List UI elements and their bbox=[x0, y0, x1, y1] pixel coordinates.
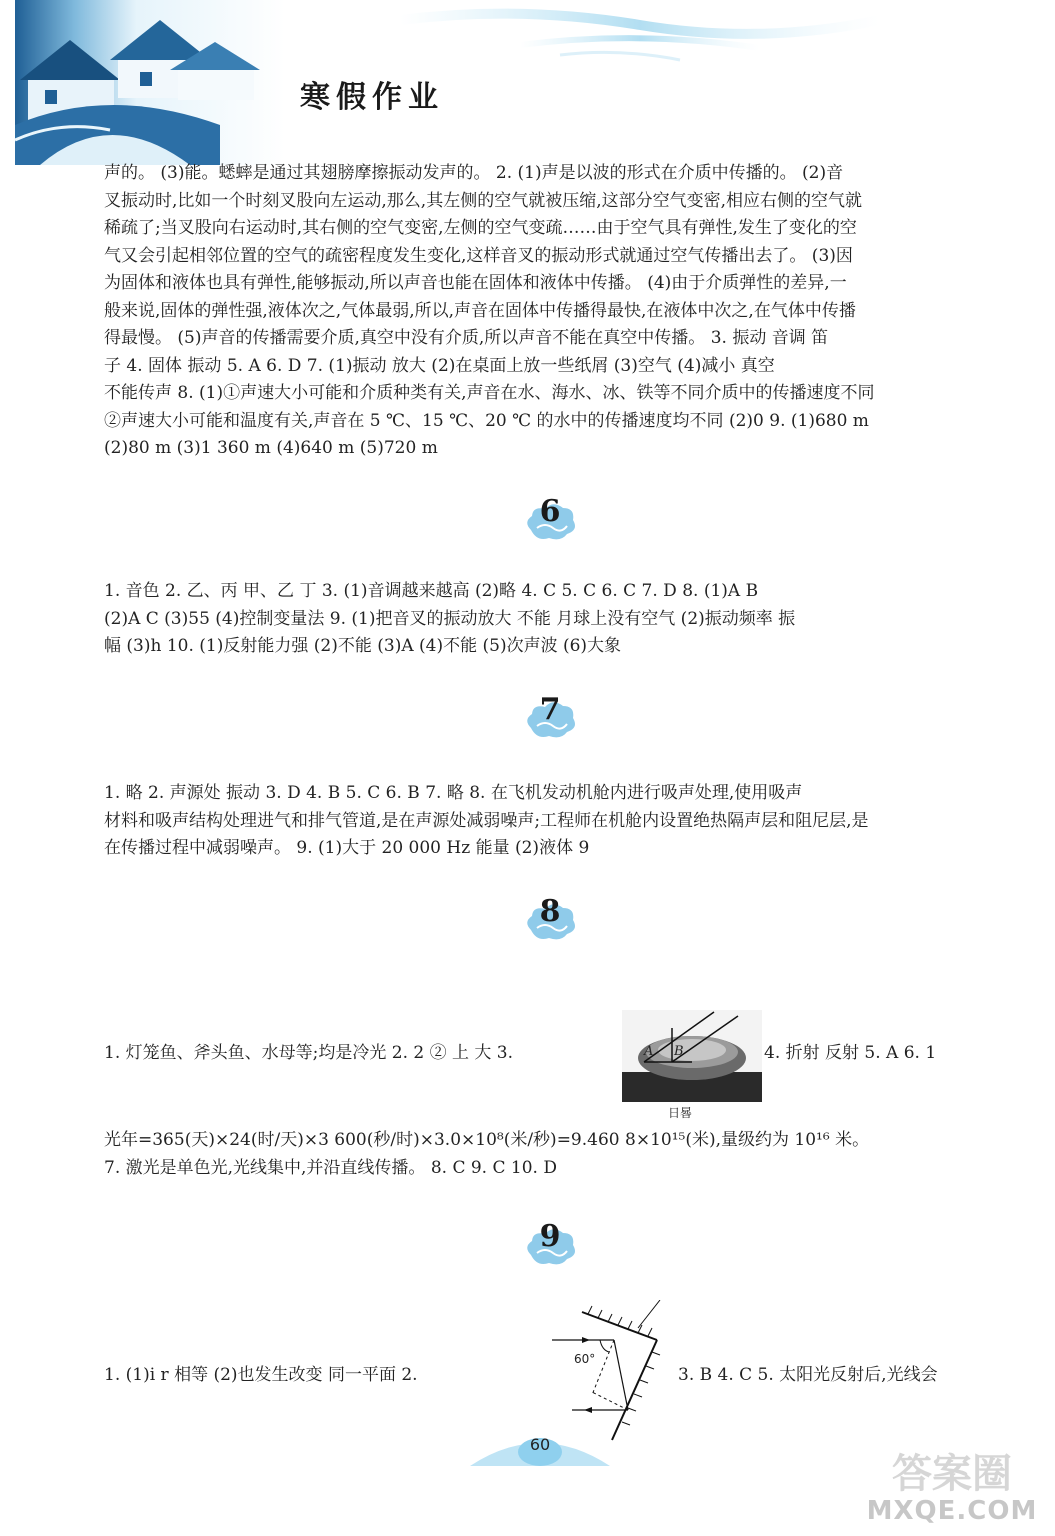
section-6-answers bbox=[104, 578, 1004, 661]
section-8-line2 bbox=[104, 1127, 1004, 1182]
intro-line: 叉振动时,比如一个时刻叉股向左运动,那么,其左侧的空气就被压缩,这部分空气变密,相应右侧的空气就 bbox=[104, 190, 863, 211]
intro-line: 子 4. 固体 振动 5. A 6. D 7. (1)振动 放大 (2)在桌面上放一些纸屑 (3)空气 (4)减小 真空 bbox=[104, 355, 775, 376]
section-8-line1-right bbox=[764, 1040, 1004, 1068]
intro-line: (2)80 m (3)1 360 m (4)640 m (5)720 m bbox=[104, 438, 438, 458]
intro-line: 得最慢。 (5)声音的传播需要介质,真空中没有介质,所以声音不能在真空中传播。 3. 振动 音调 笛 bbox=[104, 328, 829, 348]
angle-label: 60° bbox=[574, 1352, 596, 1366]
intro-line: 为固体和液体也具有弹性,能够振动,所以声音也能在固体和液体中传播。 (4)由于介质弹性的差异,一 bbox=[104, 273, 847, 293]
intro-line: 不能传声 8. (1)①声速大小可能和介质种类有关,声音在水、海水、冰、铁等不同介质中的传播速度不同 bbox=[104, 383, 875, 403]
figure-label-a: A bbox=[644, 1044, 654, 1059]
answer-line: 1. 略 2. 声源处 振动 3. D 4. B 5. C 6. B 7. 略 8. 在飞机发动机舱内进行吸声处理,使用吸声 bbox=[104, 783, 803, 803]
answer-line: 1. (1)i r 相等 (2)也发生改变 同一平面 2. bbox=[104, 1365, 418, 1385]
section-9-line1-right bbox=[678, 1362, 1008, 1390]
section-number: 6 bbox=[539, 494, 561, 529]
figure-caption: 日晷 bbox=[668, 1106, 693, 1120]
section-9-line1-left bbox=[104, 1362, 554, 1390]
answer-line: 幅 (3)h 10. (1)反射能力强 (2)不能 (3)A (4)不能 (5)次声波 (6)大象 bbox=[104, 636, 622, 656]
intro-line: 声的。 (3)能。蟋蟀是通过其翅膀摩擦振动发声的。 2. (1)声是以波的形式在介质中传播的。 (2)音 bbox=[104, 163, 844, 183]
section-8-line1-left bbox=[104, 1040, 624, 1068]
page-header-title: 寒假作业 bbox=[300, 80, 444, 115]
answer-line: 在传播过程中减弱噪声。 9. (1)大于 20 000 Hz 能量 (2)液体 9 bbox=[104, 838, 590, 858]
watermark-logo: 答案圈 bbox=[892, 1451, 1012, 1497]
answer-line: 7. 激光是单色光,光线集中,并沿直线传播。 8. C 9. C 10. D bbox=[104, 1157, 557, 1178]
intro-line: ②声速大小可能和温度有关,声音在 5 ℃、15 ℃、20 ℃ 的水中的传播速度均不同 (2)0 9. (1)680 m bbox=[104, 410, 869, 431]
sundial-figure bbox=[622, 1010, 762, 1102]
section-badge-7 bbox=[523, 692, 577, 742]
site-watermark bbox=[857, 1440, 1047, 1530]
section-number: 8 bbox=[539, 894, 561, 929]
section-number: 7 bbox=[539, 692, 561, 727]
section-7-answers bbox=[104, 780, 1004, 863]
answer-line: 3. B 4. C 5. 太阳光反射后,光线会 bbox=[678, 1365, 938, 1385]
mirror-reflection-diagram bbox=[552, 1300, 672, 1444]
header-illustration bbox=[0, 0, 1055, 170]
answer-line: 1. 音色 2. 乙、丙 甲、乙 丁 3. (1)音调越来越高 (2)略 4. C 5. C 6. C 7. D 8. (1)A B bbox=[104, 581, 759, 601]
section-badge-8 bbox=[523, 894, 577, 944]
intro-line: 般来说,固体的弹性强,液体次之,气体最弱,所以,声音在固体中传播得最快,在液体中次之,在气体中传播 bbox=[104, 300, 856, 321]
answer-line: 光年=365(天)×24(时/天)×3 600(秒/时)×3.0×10⁸(米/秒)=9.460 8×10¹⁵(米),量级约为 10¹⁶ 米。 bbox=[104, 1130, 870, 1150]
figure-label-b: B bbox=[674, 1044, 684, 1059]
section-badge-9 bbox=[523, 1219, 577, 1269]
section-badge-6 bbox=[523, 494, 577, 544]
page-number: 60 bbox=[529, 1435, 551, 1454]
intro-line: 稀疏了;当叉股向右运动时,其右侧的空气变密,左侧的空气变疏……由于空气具有弹性,发生了变化的空 bbox=[104, 218, 857, 238]
intro-line: 气又会引起相邻位置的空气的疏密程度发生变化,这样音叉的振动形式就通过空气传播出去了。 (3)因 bbox=[104, 245, 853, 266]
watermark-url: MXQE.COM bbox=[866, 1496, 1038, 1526]
answer-line: (2)A C (3)55 (4)控制变量法 9. (1)把音叉的振动放大 不能 月球上没有空气 (2)振动频率 振 bbox=[104, 608, 796, 629]
section-number: 9 bbox=[539, 1219, 561, 1254]
answer-line: 4. 折射 反射 5. A 6. 1 bbox=[764, 1043, 937, 1063]
answer-line: 1. 灯笼鱼、斧头鱼、水母等;均是冷光 2. 2 ② 上 大 3. bbox=[104, 1043, 514, 1063]
answer-line: 材料和吸声结构处理进气和排气管道,是在声源处减弱噪声;工程师在机舱内设置绝热隔声层和阻尼层,是 bbox=[104, 810, 869, 831]
intro-paragraph bbox=[104, 160, 1004, 463]
page-number-badge bbox=[470, 1430, 610, 1470]
